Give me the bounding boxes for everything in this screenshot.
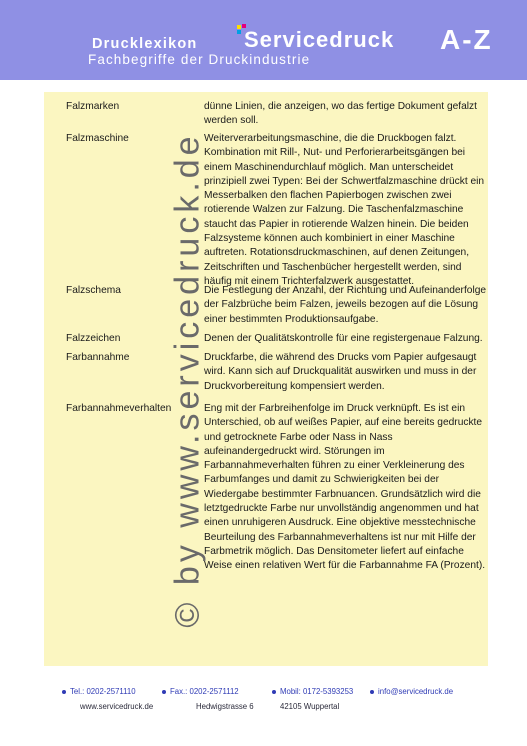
entry-term: Falzmaschine bbox=[66, 133, 129, 144]
entry-definition: Eng mit der Farbreihenfolge im Druck verknüpft. Es ist ein Unterschied, ob auf weißes Papier, auf eine bereits gedruckte und getrocknete Farbe oder Nass in Nass aufeinandergedruckt wird. Störungen im Farbannahmeverhalten führen zu einer Verkleinerung des Farbumfanges und damit zu Schwierigkeiten bei der Wiedergabe bestimmter Farbnuancen. Grundsätzlich wird die letztgedruckte Farbe nur unvollständig angenommen und hat einen unruhigeren Ausdruck. Eine objektive messtechnische Beurteilung des Farbannahmeverhaltens ist nur mit Hilfe der Farbmetrik möglich. Das Densitometer liefert auf einfache Weise einen relativen Wert für die Farbannahme FA (Prozent). bbox=[204, 403, 486, 572]
footer-fax-text: Fax.: 0202-2571112 bbox=[170, 687, 239, 696]
entry-definition: Die Festlegung der Anzahl, der Richtung und Aufeinanderfolge der Falzbrüche beim Falzen, jeweils bezogen auf die Lösung einer bestimmten Produktionsaufgabe. bbox=[204, 285, 487, 325]
footer-website[interactable]: www.servicedruck.de bbox=[80, 702, 154, 711]
bullet-icon bbox=[370, 690, 374, 694]
header-title: Drucklexikon bbox=[92, 36, 198, 52]
footer-mobile-text: Mobil: 0172-5393253 bbox=[280, 687, 354, 696]
entry-definition: Weiterverarbeitungsmaschine, die die Druckbogen falzt. Kombination mit Rill-, Nut- und Perforierarbeitsgängen bei einem Maschinendurchlauf möglich. Man unterscheidet prinzipiell zwei Typen: Bei der Schwertfalzmaschine drückt ein Messerbalken den flachen Papierbogen zwischen zwei rotierende Walzen zur Falzung. Die Taschenfalzmaschine staucht das Papier in rotierende Walzen hinein. Die beiden Falzsysteme können auch kombiniert in einer Maschine auftreten. Rotationsdruckmaschinen, auf denen Zeitungen, Zeitschriften und Taschenbücher hergestellt werden, sind häufig mit einem Trichterfalzwerk ausgestattet. bbox=[204, 133, 485, 287]
bullet-icon bbox=[62, 690, 66, 694]
footer-phone bbox=[62, 687, 136, 696]
page-footer bbox=[0, 683, 527, 746]
brand-name: Servicedruck bbox=[244, 27, 395, 52]
az-label: A-Z bbox=[440, 24, 493, 55]
copyright-watermark: © by www.servicedruck.de bbox=[168, 132, 207, 628]
entry-term: Falzzeichen bbox=[66, 333, 121, 344]
footer-mobile bbox=[272, 687, 353, 696]
footer-phone-text: Tel.: 0202-2571110 bbox=[70, 687, 136, 696]
glossary-content bbox=[44, 92, 488, 666]
entry-term: Falzschema bbox=[66, 285, 121, 296]
footer-email[interactable] bbox=[370, 687, 453, 696]
entry-definition: Denen der Qualitätskontrolle für eine registergenaue Falzung. bbox=[204, 333, 483, 344]
entry-term: Falzmarken bbox=[66, 101, 120, 112]
entry-term: Farbannahme bbox=[66, 352, 130, 363]
bullet-icon bbox=[272, 690, 276, 694]
entry-term: Farbannahmeverhalten bbox=[66, 403, 172, 414]
page-header bbox=[0, 0, 527, 80]
footer-street: Hedwigstrasse 6 bbox=[196, 702, 254, 711]
entry-definition: Druckfarbe, die während des Drucks vom Papier aufgesaugt wird. Kann sich auf Druckqualität auswirken und muss in der Druckvorbereitung kompensiert werden. bbox=[204, 352, 477, 392]
footer-email-text[interactable]: info@servicedruck.de bbox=[378, 687, 454, 696]
footer-city: 42105 Wuppertal bbox=[280, 702, 340, 711]
entry-definition: dünne Linien, die anzeigen, wo das fertige Dokument gefalzt werden soll. bbox=[204, 101, 477, 127]
header-subtitle: Fachbegriffe der Druckindustrie bbox=[88, 52, 311, 67]
bullet-icon bbox=[162, 690, 166, 694]
footer-fax bbox=[162, 687, 239, 696]
